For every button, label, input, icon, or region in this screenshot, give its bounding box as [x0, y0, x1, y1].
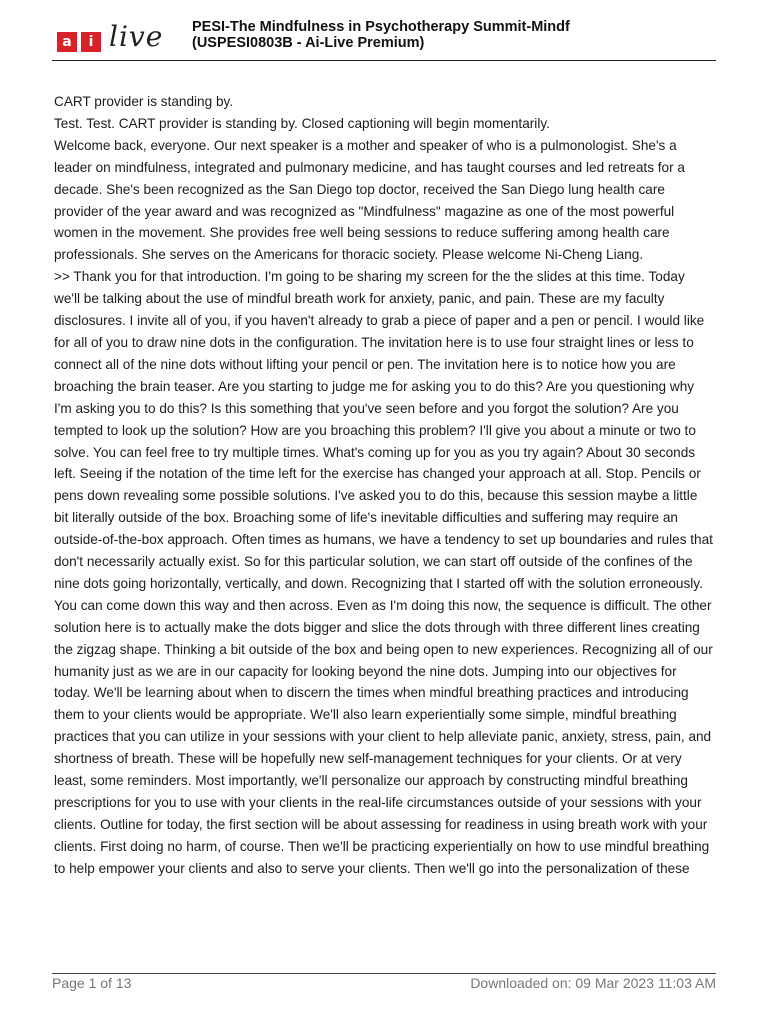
title-line-1: PESI-The Mindfulness in Psychotherapy Summit-Mindf — [192, 19, 570, 35]
document-footer — [52, 973, 716, 991]
ai-live-logo — [57, 22, 177, 56]
transcript-paragraph: >> Thank you for that introduction. I'm going to be sharing my screen for the the slides at this time. Today we'll be talking about the use of mindful breath work for anxiety, panic, and pain. These are my faculty disclosures. I invite all of you, if you haven't already to grab a piece of paper and a pen or pencil. I would like for all of you to draw nine dots in the configuration. The invitation here is to use four straight lines or less to connect all of the nine dots without lifting your pencil or pen. The invitation here is to notice how you are broaching the brain teaser. Are you starting to judge me for asking you to do this? Are you questioning why I'm asking you to do this? Is this something that you've seen before and you forgot the solution? Are you tempted to look up the solution? How are you broaching this problem? I'll give you about a minute or two to solve. You can feel free to try multiple times. What's coming up for you as you try again? About 30 seconds left. Seeing if the notation of the time left for the exercise has changed your approach at all. Stop. Pencils or pens down revealing some possible solutions. I've asked you to do this, because this session maybe a little bit literally outside of the box. Broaching some of life's inevitable difficulties and suffering may require an outside-of-the-box approach. Often times as humans, we have a tendency to set up boundaries and rules that don't necessarily actually exist. So for this particular solution, we can start off outside of the confines of the nine dots going horizontally, vertically, and down. Recognizing that I started off with the solution erroneously. You can come down this way and then across. Even as I'm doing this now, the sequence is difficult. The other solution here is to actually make the dots bigger and slice the dots through with three different lines creating the zigzag shape. Thinking a bit outside of the box and being open to new experiences. Recognizing all of our humanity just as we are in our capacity for looking beyond the nine dots. Jumping into our objectives for today. We'll be learning about when to discern the times when mindful breathing practices and introducing them to your clients would be appropriate. We'll also learn experientially some simple, mindful breathing practices that you can utilize in your sessions with your client to help alleviate panic, anxiety, stress, pain, and shortness of breath. These will be hopefully new self-management techniques for your clients. Or at very least, some reminders. Most importantly, we'll personalize our approach by constructing mindful breathing prescriptions for you to use with your clients in the real-life circumstances outside of your sessions with your clients. Outline for today, the first section will be about assessing for readiness in using breath work with your clients. First doing no harm, of course. Then we'll be practicing experientially on how to use mindful breathing to help empower your clients and also to serve your clients. Then we'll go into the personalization of these — [54, 269, 713, 876]
download-timestamp: Downloaded on: 09 Mar 2023 11:03 AM — [470, 975, 716, 991]
transcript-paragraph: CART provider is standing by. — [54, 94, 234, 109]
logo-word-live: live — [109, 20, 164, 53]
logo-letter-i: i — [81, 32, 101, 52]
transcript-paragraph: Welcome back, everyone. Our next speaker is a mother and speaker of who is a pulmonologist. She's a leader on mindfulness, integrated and pulmonary medicine, and has taught courses and led retreats for a decade. She's been recognized as the San Diego top doctor, received the San Diego lung health care provider of the year award and was recognized as "Mindfulness" magazine as one of the most powerful women in the movement. She provides free well being sessions to reduce suffering among health care professionals. She serves on the Americans for thoracic society. Please welcome Ni-Cheng Liang. — [54, 137, 685, 263]
logo-letter-a: a — [57, 32, 77, 52]
title-line-2: (USPESI0803B - Ai-Live Premium) — [192, 35, 425, 51]
document-header — [52, 14, 716, 61]
page-number: Page 1 of 13 — [52, 975, 132, 991]
transcript-body — [54, 91, 714, 880]
document-title — [192, 19, 570, 51]
transcript-paragraph: Test. Test. CART provider is standing by. Closed captioning will begin momentarily. — [54, 115, 550, 131]
